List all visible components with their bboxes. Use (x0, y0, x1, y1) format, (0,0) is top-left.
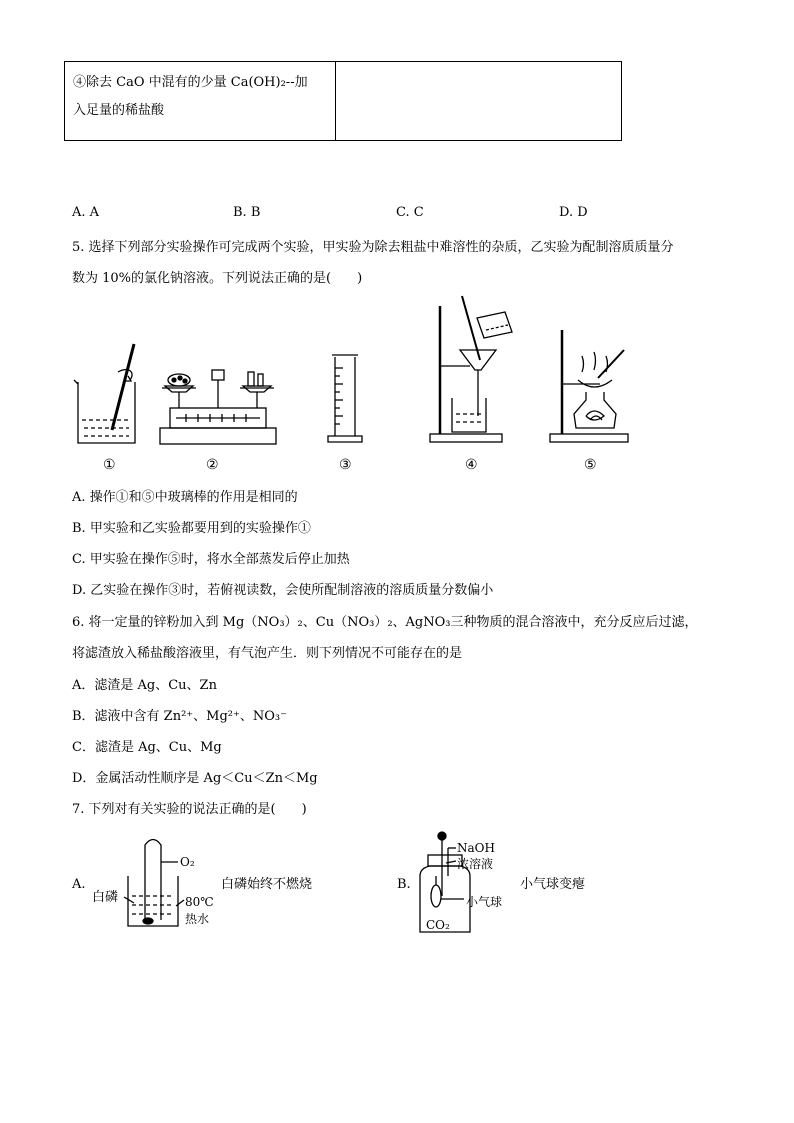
q7-a-temp: 80℃ (185, 895, 214, 909)
q6-option-c[interactable]: C．滤渣是 Ag、Cu、Mg (72, 740, 222, 755)
q7-b-conc: 浓溶液 (457, 857, 494, 871)
q7-a-label: A. (72, 877, 86, 892)
q6-stem-line1: 6. 将一定量的锌粉加入到 Mg（NO₃）₂、Cu（NO₃）₂、AgNO₃三种物质的混合溶液中，充分反应后过滤， (72, 615, 698, 630)
q4-row-text-line1: ④除去 CaO 中混有的少量 Ca(OH)₂--加 (73, 75, 308, 90)
q7-a-water: 热水 (185, 912, 210, 926)
q5-stem-line2: 数为 10%的氯化钠溶液。下列说法正确的是( ) (72, 271, 363, 286)
q6-option-b[interactable]: B．滤液中含有 Zn²⁺、Mg²⁺、NO₃⁻ (72, 709, 287, 724)
figure-label-3: ③ (339, 457, 352, 473)
q7-b-result: 小气球变瘪 (520, 877, 586, 892)
q7-b-label: B. (397, 877, 411, 892)
q5-option-a[interactable]: A. 操作①和⑤中玻璃棒的作用是相同的 (72, 490, 298, 505)
q7-a-result: 白磷始终不燃烧 (221, 877, 313, 892)
figure-label-2: ② (206, 457, 219, 473)
figure-label-1: ① (103, 457, 116, 473)
q6-option-d[interactable]: D．金属活动性顺序是 Ag＜Cu＜Zn＜Mg (72, 771, 318, 786)
q7-a-phosphorus: 白磷 (92, 890, 119, 905)
q4-choice-c[interactable]: C. C (396, 205, 424, 220)
q4-choice-d[interactable]: D. D (559, 205, 588, 220)
q7-stem: 7. 下列对有关实验的说法正确的是( ) (72, 802, 307, 817)
q6-stem-line2: 将滤渣放入稀盐酸溶液里，有气泡产生．则下列情况不可能存在的是 (72, 646, 463, 661)
figure-label-5: ⑤ (584, 457, 597, 473)
q5-stem-line1: 5. 选择下列部分实验操作可完成两个实验，甲实验为除去粗盐中难溶性的杂质，乙实验为配制溶质质量分 (72, 240, 674, 255)
q6-option-a[interactable]: A．滤渣是 Ag、Cu、Zn (72, 678, 217, 693)
phosphorus-beaker-icon (124, 840, 184, 927)
q4-row-text-line2: 入足量的稀盐酸 (73, 103, 165, 118)
figure-label-4: ④ (465, 457, 478, 473)
q7-b-balloon: 小气球 (466, 895, 503, 909)
q7-b-naoh: NaOH (457, 841, 495, 855)
q5-option-b[interactable]: B. 甲实验和乙实验都要用到的实验操作① (72, 521, 311, 536)
q4-choice-b[interactable]: B. B (233, 205, 261, 220)
q4-choice-a[interactable]: A. A (72, 205, 100, 220)
q7-b-co2: CO₂ (426, 918, 450, 932)
q7-a-o2: O₂ (180, 855, 195, 869)
q5-option-d[interactable]: D. 乙实验在操作③时，若俯视读数，会使所配制溶液的溶质质量分数偏小 (72, 583, 494, 598)
q5-option-c[interactable]: C. 甲实验在操作⑤时，将水全部蒸发后停止加热 (72, 552, 350, 567)
